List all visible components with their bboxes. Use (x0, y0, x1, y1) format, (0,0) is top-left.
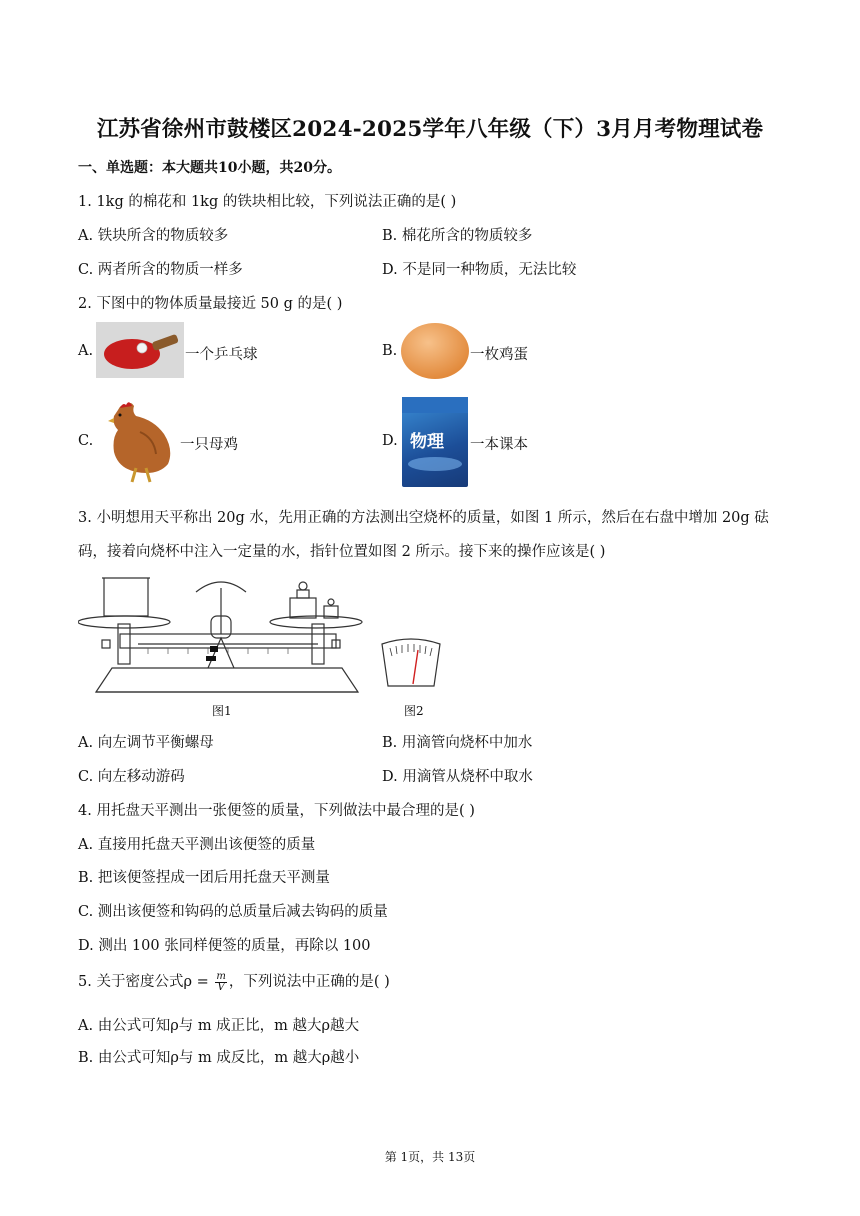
q2-option-b-prefix: B. (382, 343, 398, 359)
q1-option-c: C. 两者所含的物质一样多 (78, 262, 243, 278)
q2-stem: 2. 下图中的物体质量最接近 50 g 的是( ) (78, 296, 343, 312)
q1-option-a: A. 铁块所含的物质较多 (78, 228, 229, 244)
q2-option-d-text: 一本课本 (470, 437, 528, 453)
q5-option-a: A. 由公式可知ρ与 m 成正比，m 越大ρ越大 (78, 1018, 360, 1034)
q2-option-c-text: 一只母鸡 (180, 437, 238, 453)
q2-option-d-prefix: D. (382, 433, 398, 449)
density-formula-fraction (215, 972, 226, 993)
q4-stem: 4. 用托盘天平测出一张便签的质量，下列做法中最合理的是( ) (78, 803, 475, 819)
q3-option-d: D. 用滴管从烧杯中取水 (382, 769, 533, 785)
fraction-denominator: V (217, 981, 225, 993)
rider-weight (206, 656, 216, 661)
q3-stem-line1: 3. 小明想用天平称出 20g 水，先用正确的方法测出空烧杯的质量，如图 1 所示，然后在右盘中增加 20g 砝 (78, 510, 769, 526)
book-cover-title: 物理 (410, 432, 444, 452)
fig1-label: 图1 (212, 704, 232, 718)
egg-image (400, 321, 470, 381)
q5-option-b: B. 由公式可知ρ与 m 成反比，m 越大ρ越小 (78, 1050, 360, 1066)
q4-option-c: C. 测出该便签和钩码的总质量后减去钩码的质量 (78, 904, 388, 920)
q1-option-b: B. 棉花所含的物质较多 (382, 228, 533, 244)
q5-stem (78, 970, 390, 993)
fraction-numerator: m (216, 970, 226, 982)
balance-figure-1 (78, 572, 378, 702)
q5-stem-suffix: ，下列说法中正确的是( ) (228, 974, 390, 990)
book-top-band (402, 397, 468, 413)
q2-option-a-text: 一个乒乓球 (185, 347, 258, 363)
ping-pong-paddle-image (96, 322, 184, 378)
q4-option-d: D. 测出 100 张同样便签的质量，再除以 100 (78, 938, 371, 954)
q3-option-a: A. 向左调节平衡螺母 (78, 735, 214, 751)
section-heading: 一、单选题：本大题共10小题，共20分。 (78, 160, 341, 176)
q3-stem-line2: 码，接着向烧杯中注入一定量的水，指针位置如图 2 所示。接下来的操作应该是( ) (78, 544, 606, 560)
q4-option-b: B. 把该便签捏成一团后用托盘天平测量 (78, 870, 330, 886)
q2-option-c-prefix: C. (78, 433, 94, 449)
pointer-needle (413, 650, 418, 684)
q3-option-c: C. 向左移动游码 (78, 769, 185, 785)
book-cover-decoration (408, 457, 462, 471)
q3-option-b: B. 用滴管向烧杯中加水 (382, 735, 533, 751)
q4-option-a: A. 直接用托盘天平测出该便签的质量 (78, 837, 316, 853)
q2-option-a-prefix: A. (78, 343, 94, 359)
page-footer: 第 1页，共 13页 (384, 1150, 476, 1164)
q1-option-d: D. 不是同一种物质，无法比较 (382, 262, 577, 278)
q2-option-b-text: 一枚鸡蛋 (470, 347, 528, 363)
pointer-scale-figure-2 (376, 636, 446, 690)
fig2-label: 图2 (404, 704, 424, 718)
q5-stem-prefix: 5. 关于密度公式ρ = (78, 974, 214, 990)
q1-stem: 1. 1kg 的棉花和 1kg 的铁块相比较，下列说法正确的是( ) (78, 194, 457, 210)
hen-image (96, 396, 178, 484)
page-title: 江苏省徐州市鼓楼区2024-2025学年八年级（下）3月月考物理试卷 (96, 117, 764, 142)
physics-textbook-image (402, 397, 468, 487)
